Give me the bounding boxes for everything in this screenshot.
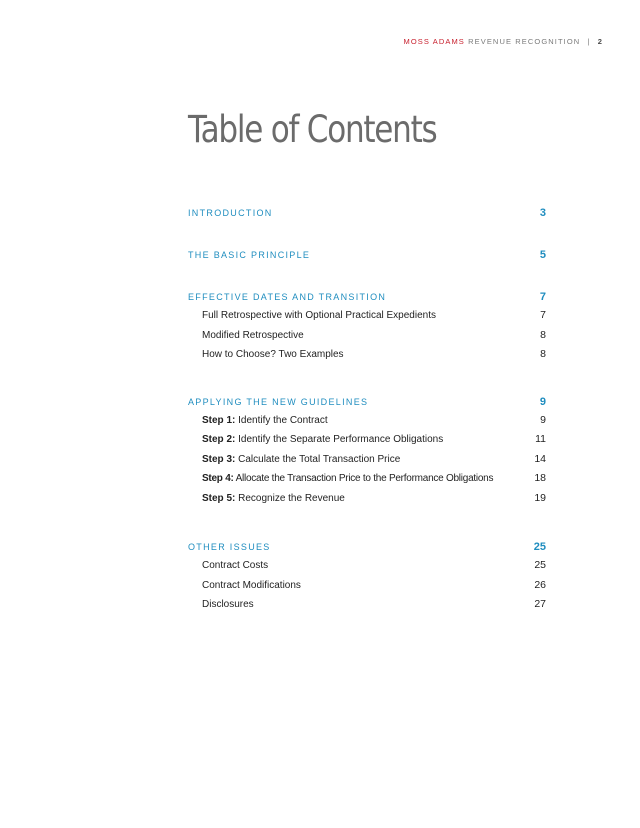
step-number: Step 5:	[202, 492, 236, 504]
toc-entry[interactable]	[188, 598, 546, 618]
step-text: Recognize the Revenue	[238, 492, 345, 504]
toc-entry-label	[202, 454, 400, 465]
step-text: Allocate the Transaction Price to the Performance Obligations	[235, 473, 494, 484]
toc-entry-page: 8	[540, 348, 546, 360]
toc-entry-step-5[interactable]	[188, 492, 546, 512]
toc-entry-label: Contract Costs	[202, 560, 269, 571]
toc-entry-label: Modified Retrospective	[202, 329, 304, 341]
toc-section-title: OTHER ISSUES	[188, 542, 271, 552]
toc-entry[interactable]	[188, 579, 546, 599]
toc-section-title: INTRODUCTION	[188, 208, 273, 218]
toc-entry-label: Disclosures	[202, 599, 254, 610]
toc-section-page: 3	[539, 207, 546, 219]
toc-section-heading[interactable]	[188, 541, 546, 555]
toc-section-heading[interactable]	[188, 396, 546, 410]
toc-entry-label	[202, 493, 345, 504]
header-separator: |	[587, 37, 591, 46]
toc-entry-label: Contract Modifications	[202, 579, 301, 591]
toc-entry-page: 8	[540, 328, 546, 341]
step-number: Step 3:	[202, 453, 236, 465]
page-header	[403, 37, 603, 46]
toc-entry-step-2[interactable]	[188, 433, 546, 453]
toc-entry[interactable]	[188, 348, 546, 368]
toc-section-title: APPLYING THE NEW GUIDELINES	[188, 396, 369, 407]
toc-entry-page: 18	[534, 472, 546, 484]
toc-section-heading[interactable]	[188, 291, 546, 305]
toc-section-applying-guidelines	[188, 396, 546, 512]
step-text: Identify the Contract	[238, 414, 328, 426]
toc-section-introduction	[188, 207, 546, 221]
toc-entry-label	[202, 434, 443, 445]
toc-entry-label	[202, 473, 493, 484]
brand-name: MOSS ADAMS	[403, 37, 465, 46]
step-number: Step 1:	[202, 414, 236, 426]
toc-entry-label: How to Choose? Two Examples	[202, 349, 344, 360]
toc-entry-step-1[interactable]	[188, 414, 546, 434]
toc-section-heading[interactable]	[188, 207, 546, 221]
toc-entry-page: 11	[535, 433, 546, 445]
toc-entry-page: 26	[534, 578, 546, 591]
table-of-contents	[188, 207, 546, 646]
toc-section-heading[interactable]	[188, 249, 546, 263]
toc-section-page: 9	[539, 395, 546, 408]
toc-entry-label: Full Retrospective with Optional Practical Expedients	[202, 310, 436, 321]
step-text: Calculate the Total Transaction Price	[238, 453, 401, 465]
toc-entry-page: 19	[534, 491, 546, 504]
toc-section-page: 25	[533, 541, 546, 553]
toc-entry[interactable]	[188, 309, 546, 329]
toc-section-title: EFFECTIVE DATES AND TRANSITION	[188, 292, 387, 302]
toc-entry[interactable]	[188, 559, 546, 579]
report-title: REVENUE RECOGNITION	[468, 37, 581, 46]
toc-entry-step-3[interactable]	[188, 453, 546, 473]
toc-entry-page: 25	[534, 559, 546, 571]
step-text: Identify the Separate Performance Obligations	[238, 434, 444, 445]
toc-section-other-issues	[188, 541, 546, 618]
toc-entry-step-4[interactable]	[188, 472, 546, 492]
toc-section-title: THE BASIC PRINCIPLE	[188, 250, 311, 260]
toc-entry-page: 9	[540, 413, 546, 426]
toc-entry-page: 14	[534, 452, 546, 465]
toc-section-page: 5	[539, 249, 546, 261]
step-number: Step 4:	[202, 473, 234, 484]
step-number: Step 2:	[202, 434, 236, 445]
page-number: 2	[597, 37, 603, 46]
page-title: Table of Contents	[188, 108, 437, 151]
toc-entry-page: 7	[540, 309, 546, 321]
toc-entry-page: 27	[534, 598, 546, 610]
toc-entry-label	[202, 415, 328, 426]
toc-section-effective-dates	[188, 291, 546, 368]
toc-section-page: 7	[539, 291, 546, 303]
toc-section-basic-principle	[188, 249, 546, 263]
toc-entry[interactable]	[188, 329, 546, 349]
